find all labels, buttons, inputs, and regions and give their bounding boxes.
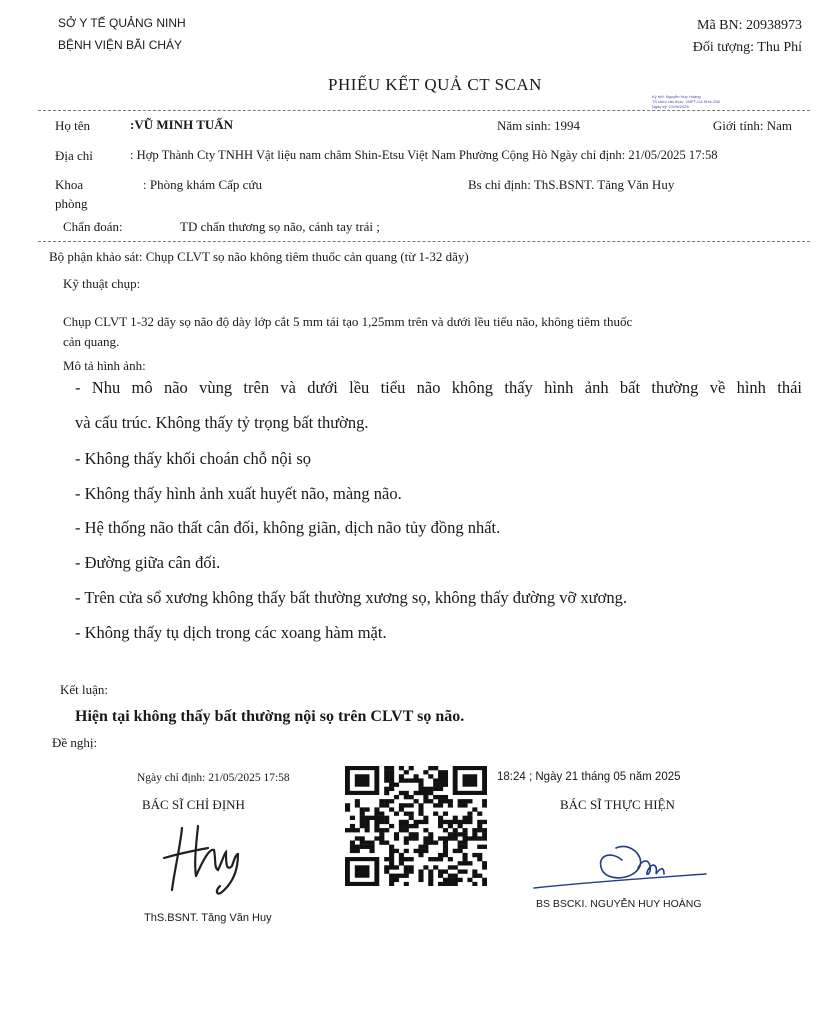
stamp-line-3: Ngày ký: 21/05/2025 bbox=[652, 104, 689, 109]
divider-middle bbox=[38, 241, 810, 242]
exam-region: Bộ phận khảo sát: Chụp CLVT sọ não không tiêm thuốc cản quang (từ 1-32 dãy) bbox=[49, 249, 469, 264]
ordering-doctor-signature bbox=[160, 818, 250, 898]
birth-year: Năm sinh: 1994 bbox=[497, 118, 581, 133]
order-date: Ngày chỉ định: 21/05/2025 17:58 bbox=[137, 772, 290, 784]
technique-label: Kỹ thuật chụp: bbox=[63, 276, 141, 291]
conclusion: Hiện tại không thấy bất thường nội sọ trên CLVT sọ não. bbox=[75, 708, 465, 725]
department-name: SỞ Y TẾ QUẢNG NINH bbox=[58, 16, 186, 30]
finding-1-continued: và cấu trúc. Không thấy tỷ trọng bất thường. bbox=[75, 413, 369, 432]
performing-doctor-title: BÁC SĨ THỰC HIỆN bbox=[560, 797, 675, 812]
qr-code bbox=[345, 766, 487, 886]
department-label-1: Khoa bbox=[55, 177, 84, 192]
finding-2: - Không thấy khối choán chỗ nội sọ bbox=[75, 449, 312, 468]
performing-doctor-signature bbox=[530, 830, 710, 894]
description-label: Mô tả hình ảnh: bbox=[63, 358, 146, 373]
ordering-doctor-name: ThS.BSNT. Tăng Văn Huy bbox=[144, 912, 272, 924]
hospital-name: BỆNH VIỆN BÃI CHÁY bbox=[58, 38, 183, 52]
gender: Giới tính: Nam bbox=[712, 118, 792, 133]
ordering-doctor: Bs chỉ định: ThS.BSNT. Tăng Văn Huy bbox=[468, 177, 675, 192]
ordering-doctor-title: BÁC SĨ CHỈ ĐỊNH bbox=[142, 797, 245, 812]
conclusion-label: Kết luận: bbox=[60, 682, 109, 697]
diagnosis-value: TD chấn thương sọ não, cánh tay trái ; bbox=[180, 219, 380, 234]
department-label-2: phòng bbox=[55, 196, 88, 211]
finding-1: - Nhu mô não vùng trên và dưới lều tiểu não không thấy hình ảnh bất thường về hình thái bbox=[75, 378, 802, 397]
stamp-line-2: Tổ chức xác thực: VNPT-CA SHA-256 bbox=[652, 99, 720, 104]
technique-line-2: cản quang. bbox=[63, 334, 120, 349]
divider-top bbox=[38, 110, 810, 111]
address-value: : Hợp Thành Cty TNHH Vật liệu nam châm Shin-Etsu Việt Nam Phường Cộng Hò Ngày chỉ định: 21/05/2025 17:58 bbox=[130, 148, 718, 162]
address-label: Địa chỉ bbox=[55, 148, 93, 163]
finding-7: - Không thấy tụ dịch trong các xoang hàm mặt. bbox=[75, 623, 387, 642]
performing-doctor-name: BS BSCKI. NGUYỄN HUY HOÀNG bbox=[536, 898, 702, 910]
patient-category: Đối tượng: Thu Phí bbox=[692, 40, 802, 55]
page-title: PHIẾU KẾT QUẢ CT SCAN bbox=[328, 75, 542, 94]
recommendation-label: Đề nghị: bbox=[52, 735, 98, 750]
patient-name: :VŨ MINH TUẤN bbox=[130, 117, 234, 132]
technique-line-1: Chụp CLVT 1-32 dãy sọ não độ dày lớp cắt 5 mm tái tạo 1,25mm trên và dưới lều tiểu não, không tiêm thuốc bbox=[63, 314, 633, 329]
department-value: : Phòng khám Cấp cứu bbox=[143, 177, 262, 192]
finding-3: - Không thấy hình ảnh xuất huyết não, màng não. bbox=[75, 484, 402, 503]
patient-code: Mã BN: 20938973 bbox=[697, 18, 802, 33]
stamp-line-1: Ký bởi: Nguyễn Huy Hoàng bbox=[652, 94, 701, 99]
diagnosis-label: Chẩn đoán: bbox=[63, 219, 123, 234]
finding-5: - Đường giữa cân đối. bbox=[75, 553, 221, 572]
finding-6: - Trên cửa sổ xương không thấy bất thường xương sọ, không thấy đường vỡ xương. bbox=[75, 588, 627, 607]
perform-date: 18:24 ; Ngày 21 tháng 05 năm 2025 bbox=[497, 771, 681, 783]
name-label: Họ tên bbox=[55, 118, 91, 133]
finding-4: - Hệ thống não thất cân đối, không giãn, dịch não tủy đồng nhất. bbox=[75, 518, 501, 537]
